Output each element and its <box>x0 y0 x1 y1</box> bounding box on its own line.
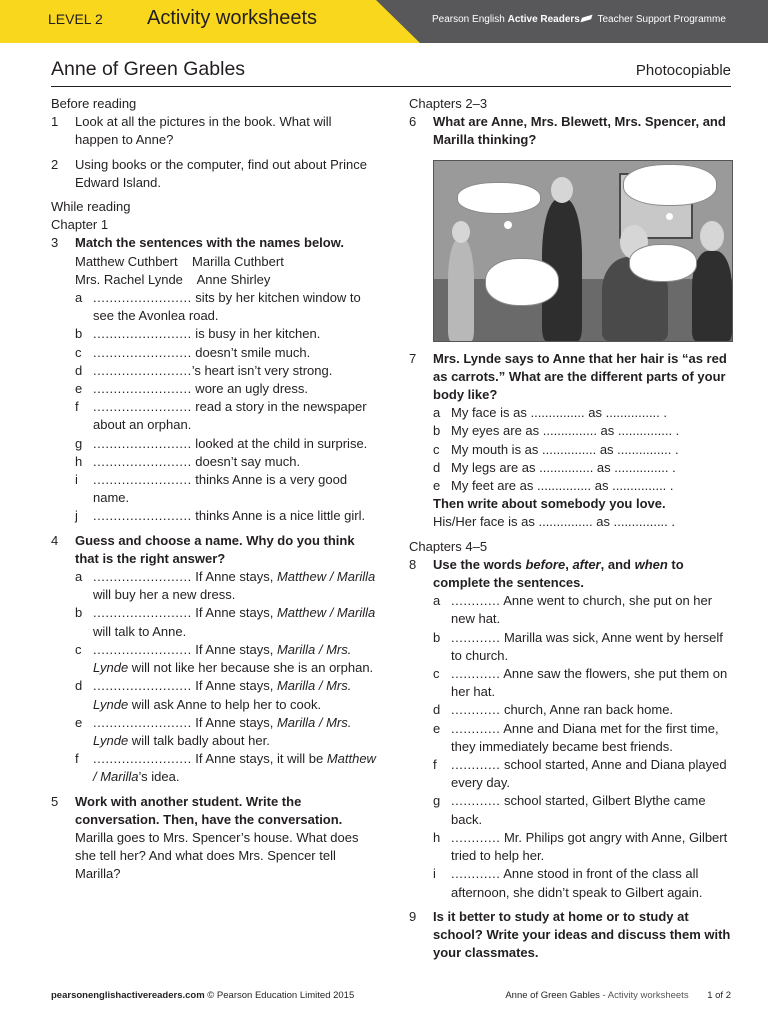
footer-left <box>51 990 354 1001</box>
sub-item-letter: a <box>75 569 83 585</box>
sub-item-text: read a story in the newspaper about an orphan. <box>93 399 367 433</box>
answer-blank: ............ <box>451 866 501 882</box>
sub-item <box>75 362 376 380</box>
answer-blank: ........................ <box>93 751 192 767</box>
sub-item <box>433 441 736 459</box>
name-choice: Marilla / Mrs. Lynde <box>93 714 352 748</box>
sub-item-letter: e <box>75 714 83 730</box>
sub-item-letter: b <box>75 605 83 621</box>
figure-anne <box>448 239 474 341</box>
answer-blank: ........................ <box>93 714 192 730</box>
q4-item-list <box>75 568 376 786</box>
sub-item-letter: b <box>433 423 441 439</box>
question-7-then: Then write about somebody you love. <box>433 496 666 512</box>
sub-item-letter: f <box>433 757 437 773</box>
footer-url[interactable]: pearsonenglishactivereaders.com <box>51 990 205 1001</box>
question-4 <box>51 532 376 787</box>
sub-item-letter: d <box>75 678 83 694</box>
sub-item <box>75 507 376 525</box>
sub-item-text: Anne stood in front of the class all afternoon, she didn’t speak to Gilbert again. <box>451 866 703 900</box>
names-line-2: Mrs. Rachel Lynde Anne Shirley <box>75 271 271 287</box>
answer-blank: ........................ <box>93 362 192 378</box>
sub-item-letter: i <box>433 866 436 882</box>
sub-item-text: sits by her kitchen window to see the Avonlea road. <box>93 290 361 324</box>
footer-suffix: - Activity worksheets <box>602 990 689 1001</box>
question-text: Match the sentences with the names below. <box>75 235 344 251</box>
sub-item <box>75 641 376 677</box>
question-5 <box>51 793 376 884</box>
q8-item-list <box>433 592 736 901</box>
q8-text-pre: Use the words <box>433 556 526 572</box>
question-number: 6 <box>409 114 417 130</box>
answer-blank: ........................ <box>93 399 192 415</box>
sub-item-text: thinks Anne is a very good name. <box>93 472 348 506</box>
name-choice: Matthew / Marilla <box>276 569 376 585</box>
sub-item <box>75 289 376 325</box>
sub-item-letter: a <box>433 405 441 421</box>
sub-item <box>75 435 376 453</box>
sub-item <box>75 398 376 434</box>
name-choice: Marilla / Mrs. Lynde <box>93 641 352 676</box>
answer-blank: ........................ <box>93 453 192 469</box>
sub-item-letter: e <box>433 478 441 494</box>
sub-item <box>75 344 376 362</box>
answer-blank: ........................ <box>93 381 192 397</box>
sub-item-text: wore an ugly dress. <box>191 381 309 397</box>
chapters-4-5-heading: Chapters 4–5 <box>409 538 488 554</box>
question-text: Using books or the computer, find out about Prince Edward Island. <box>75 156 367 190</box>
answer-blank: ............ <box>451 793 501 809</box>
brand-bold: Active Readers <box>507 14 580 25</box>
left-column <box>51 95 376 884</box>
name-choice: Marilla / Mrs. Lynde <box>93 678 352 712</box>
sub-item-text: will not like her because she is an orphan. <box>128 660 374 676</box>
question-7 <box>409 350 736 532</box>
sub-item-text: My mouth is as ............... as ............... . <box>451 441 679 457</box>
question-body: Marilla goes to Mrs. Spencer’s house. What does she tell her? And what does Mrs. Spencer tell Marilla? <box>75 829 359 882</box>
sub-item-letter: c <box>75 344 82 360</box>
sub-item-text: is busy in her kitchen. <box>191 326 321 342</box>
sub-item-text: will talk badly about her. <box>128 732 270 748</box>
sub-item-text: If Anne stays, <box>191 569 277 585</box>
answer-blank: ............ <box>451 593 501 609</box>
sub-item-text: doesn’t smile much. <box>191 344 311 360</box>
answer-blank: ............ <box>451 629 501 645</box>
sub-item <box>75 568 376 604</box>
sub-item-letter: b <box>433 629 441 645</box>
brand-suffix: Teacher Support Programme <box>597 14 726 25</box>
sub-item-letter: d <box>433 702 441 718</box>
sub-item <box>433 404 736 422</box>
sub-item-letter: h <box>75 453 83 469</box>
question-text: Look at all the pictures in the book. What will happen to Anne? <box>75 114 332 148</box>
chapter-heading: Chapter 1 <box>51 217 109 233</box>
sub-item-text: Anne and Diana met for the first time, they immediately became best friends. <box>451 720 719 754</box>
thought-bubble-4 <box>630 245 696 281</box>
sub-item-text: school started, Gilbert Blythe came back. <box>451 793 706 827</box>
answer-blank: ........................ <box>93 326 192 342</box>
section-title: Activity worksheets <box>147 7 318 29</box>
thought-bubble-3 <box>486 259 558 305</box>
question-text: What are Anne, Mrs. Blewett, Mrs. Spencer, and Marilla thinking? <box>433 114 726 148</box>
question-number: 8 <box>409 556 417 572</box>
page-title: Anne of Green Gables <box>51 58 246 80</box>
footer-page: 1 of 2 <box>707 990 731 1001</box>
answer-blank: ............ <box>451 720 501 736</box>
name-choice: Matthew / Marilla <box>93 751 376 785</box>
q7-item-list <box>433 404 736 495</box>
question-text: Is it better to study at home or to study at school? Write your ideas and discuss them with your classmates. <box>433 908 731 961</box>
sub-item-letter: j <box>75 508 78 524</box>
sub-item-letter: g <box>433 793 441 809</box>
names-line-1: Matthew Cuthbert Marilla Cuthbert <box>75 253 284 269</box>
answer-blank: ........................ <box>93 344 192 360</box>
bubble-tail <box>504 221 512 229</box>
q8-word-before: before <box>525 556 566 572</box>
sub-item <box>433 459 736 477</box>
sub-item <box>433 720 736 756</box>
sub-item <box>75 604 376 640</box>
illustration-floor <box>434 279 732 341</box>
question-number: 9 <box>409 908 417 924</box>
q8-word-after: after <box>572 556 601 572</box>
brand-line <box>432 14 726 25</box>
sub-item-text: Anne went to church, she put on her new hat. <box>451 593 713 627</box>
sub-item <box>433 865 736 901</box>
sub-item-text: My eyes are as ............... as ............... . <box>451 423 680 439</box>
sub-item <box>433 592 736 628</box>
sub-item <box>75 677 376 713</box>
question-8 <box>409 556 736 902</box>
question-number: 5 <box>51 793 59 809</box>
sub-item-letter: b <box>75 326 83 342</box>
sub-item-text: If Anne stays, it will be <box>191 751 327 767</box>
sub-item-letter: d <box>75 362 83 378</box>
question-text: Mrs. Lynde says to Anne that her hair is “as red as carrots.” What are the different parts of your body like? <box>433 350 727 403</box>
figure-marilla <box>692 251 732 341</box>
sub-item-text: My legs are as ............... as ............... . <box>451 459 676 475</box>
sub-item-letter: a <box>75 290 83 306</box>
footer-book: Anne of Green Gables <box>505 990 600 1001</box>
thought-bubble-1 <box>458 183 540 213</box>
sub-item <box>433 756 736 792</box>
sub-item-letter: f <box>75 399 79 415</box>
question-1 <box>51 113 376 149</box>
name-choice: Matthew / Marilla <box>276 605 376 621</box>
sub-item-text: will ask Anne to help her to cook. <box>128 696 322 712</box>
answer-blank: ........................ <box>93 569 192 585</box>
q3-item-list <box>75 289 376 526</box>
sub-item-text: doesn’t say much. <box>191 453 301 469</box>
figure-anne-head <box>452 221 470 243</box>
sub-item-text: If Anne stays, <box>191 678 277 694</box>
sub-item-text: My face is as ............... as ............... . <box>451 405 667 421</box>
answer-blank: ........................ <box>93 605 192 621</box>
question-number: 3 <box>51 235 59 251</box>
sub-item-text: If Anne stays, <box>191 714 277 730</box>
question-3 <box>51 234 376 525</box>
question-9 <box>409 908 736 963</box>
sub-item-text: If Anne stays, <box>191 641 277 657</box>
question-text: Guess and choose a name. Why do you think that is the right answer? <box>75 532 355 566</box>
chapters-2-3-heading: Chapters 2–3 <box>409 96 488 111</box>
question-7-example: His/Her face is as ............... as ............... . <box>433 514 676 530</box>
sub-item-letter: i <box>75 472 78 488</box>
sub-item-text: will buy her a new dress. <box>93 587 236 603</box>
q8-sep: , <box>565 556 573 572</box>
question-text: Work with another student. Write the conversation. Then, have the conversation. <box>75 793 343 827</box>
sub-item <box>75 453 376 471</box>
answer-blank: ........................ <box>93 472 192 488</box>
sub-item <box>433 792 736 828</box>
sub-item-text: looked at the child in surprise. <box>191 435 368 451</box>
sub-item-letter: e <box>75 381 83 397</box>
sub-item-letter: d <box>433 459 441 475</box>
sub-item-letter: h <box>433 829 441 845</box>
q8-text-post: to complete the sentences. <box>433 556 684 591</box>
photocopiable-label: Photocopiable <box>635 62 731 79</box>
sub-item-letter: c <box>433 441 440 457</box>
sub-item <box>433 829 736 865</box>
sub-item-text: Anne saw the flowers, she put them on her hat. <box>451 666 728 700</box>
sub-item <box>75 380 376 398</box>
thought-bubble-2 <box>624 165 716 205</box>
pen-icon <box>580 15 592 23</box>
sub-item-letter: c <box>75 641 82 657</box>
answer-blank: ............ <box>451 829 501 845</box>
question-number: 2 <box>51 156 59 172</box>
sub-item <box>75 471 376 507</box>
question-6 <box>409 113 736 149</box>
answer-blank: ........................ <box>93 290 192 306</box>
answer-blank: ............ <box>451 702 501 718</box>
answer-blank: ........................ <box>93 678 192 694</box>
sub-item-text: ’s idea. <box>138 769 180 785</box>
sub-item <box>433 701 736 719</box>
sub-item <box>433 629 736 665</box>
sub-item-text: Mr. Philips got angry with Anne, Gilbert tried to help her. <box>451 829 728 864</box>
footer-right <box>505 990 731 1001</box>
footer-copyright: © Pearson Education Limited 2015 <box>207 990 355 1001</box>
sub-item <box>433 477 736 495</box>
sub-item <box>75 714 376 750</box>
level-label: LEVEL 2 <box>48 11 103 27</box>
sub-item-text: If Anne stays, <box>191 605 277 621</box>
sub-item-text: ’s heart isn’t very strong. <box>191 362 333 378</box>
answer-blank: ............ <box>451 666 501 682</box>
answer-blank: ............ <box>451 757 501 773</box>
question-2 <box>51 156 376 192</box>
figure-mrs-blewett-head <box>551 177 573 203</box>
sub-item-text: My feet are as ............... as ............... . <box>451 478 674 494</box>
section-before-reading: Before reading <box>51 96 137 111</box>
sub-item-text: Marilla was sick, Anne went by herself to church. <box>451 629 723 663</box>
sub-item-letter: e <box>433 720 441 736</box>
sub-item <box>75 325 376 343</box>
sub-item <box>433 665 736 701</box>
sub-item-text: thinks Anne is a nice little girl. <box>191 508 366 524</box>
question-text <box>433 557 684 590</box>
answer-blank: ........................ <box>93 641 192 657</box>
question-number: 7 <box>409 350 417 366</box>
sub-item-letter: g <box>75 435 83 451</box>
illustration-thought-bubbles <box>433 160 733 342</box>
right-column <box>409 95 736 962</box>
sub-item-text: school started, Anne and Diana played every day. <box>451 757 727 791</box>
sub-item-text: church, Anne ran back home. <box>500 702 674 718</box>
brand-prefix: Pearson English <box>432 14 505 25</box>
sub-item-letter: a <box>433 593 441 609</box>
sub-item <box>75 750 376 786</box>
figure-marilla-head <box>700 221 724 251</box>
header-band <box>0 0 768 43</box>
q8-sep: , and <box>600 556 635 572</box>
section-while-reading: While reading <box>51 199 131 215</box>
sub-item-letter: f <box>75 751 79 767</box>
sub-item <box>433 422 736 440</box>
question-number: 1 <box>51 114 59 130</box>
answer-blank: ........................ <box>93 508 192 524</box>
question-number: 4 <box>51 532 59 548</box>
answer-blank: ........................ <box>93 435 192 451</box>
title-rule <box>51 86 731 87</box>
sub-item-text: will talk to Anne. <box>93 623 187 639</box>
bubble-tail <box>666 213 673 220</box>
sub-item-letter: c <box>433 666 440 682</box>
q8-word-when: when <box>634 556 668 572</box>
